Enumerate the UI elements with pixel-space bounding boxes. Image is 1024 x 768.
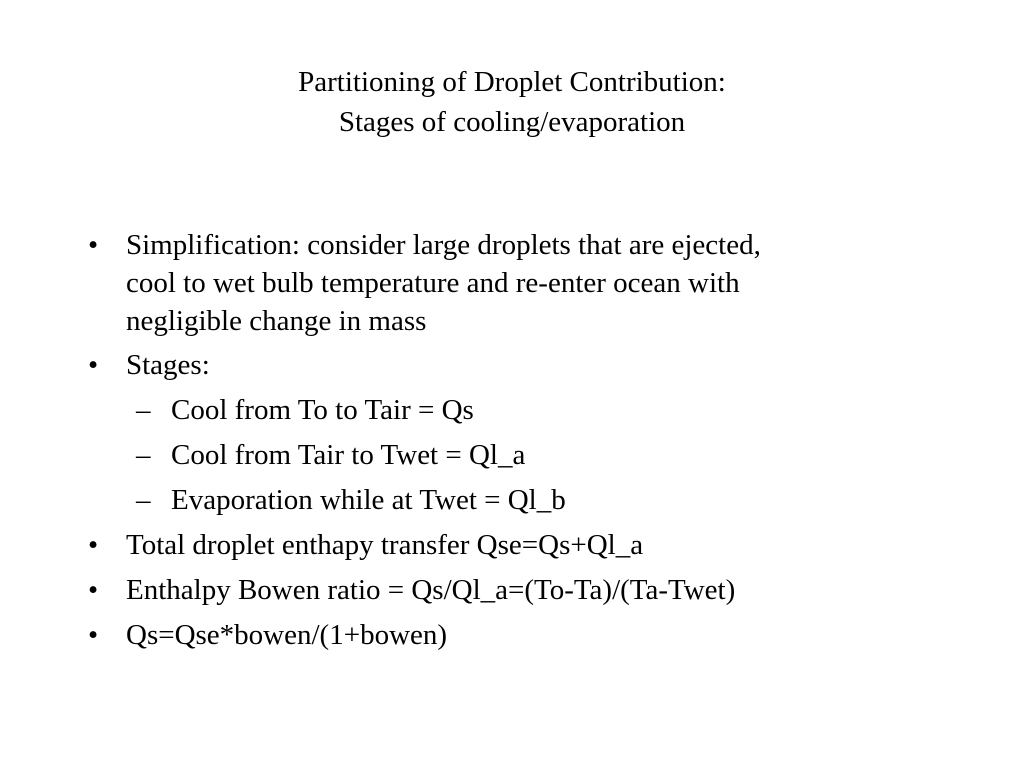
bullet-marker: • (88, 229, 99, 261)
bullet-marker: • (88, 574, 99, 606)
slide-title (0, 62, 1024, 142)
sub-bullet-text: Evaporation while at Twet = Ql_b (171, 484, 566, 516)
bullet-text-line: Enthalpy Bowen ratio = Qs/Ql_a=(To-Ta)/(Ta-Twet) (126, 574, 736, 606)
sub-bullet-marker: – (136, 439, 151, 471)
bullet-marker: • (88, 349, 99, 381)
bullet-text-line: Total droplet enthapy transfer Qse=Qs+Ql_a (126, 529, 644, 561)
bullet-text-line: Simplification: consider large droplets that are ejected, (126, 229, 761, 261)
bullet-text-line: cool to wet bulb temperature and re-enter ocean with (126, 267, 740, 299)
sub-bullet-text: Cool from Tair to Twet = Ql_a (171, 439, 526, 471)
bullet-text-line: Qs=Qse*bowen/(1+bowen) (126, 619, 448, 651)
sub-bullet-marker: – (136, 394, 151, 426)
bullet-text-line: Stages: (126, 349, 210, 381)
sub-bullet-text: Cool from To to Tair = Qs (171, 394, 474, 426)
sub-bullet-marker: – (136, 484, 151, 516)
bullet-marker: • (88, 619, 99, 651)
bullet-text-line: negligible change in mass (126, 305, 427, 337)
slide-title-line-1: Partitioning of Droplet Contribution: (298, 66, 726, 98)
bullet-marker: • (88, 529, 99, 561)
slide-title-line-2: Stages of cooling/evaporation (338, 106, 686, 138)
